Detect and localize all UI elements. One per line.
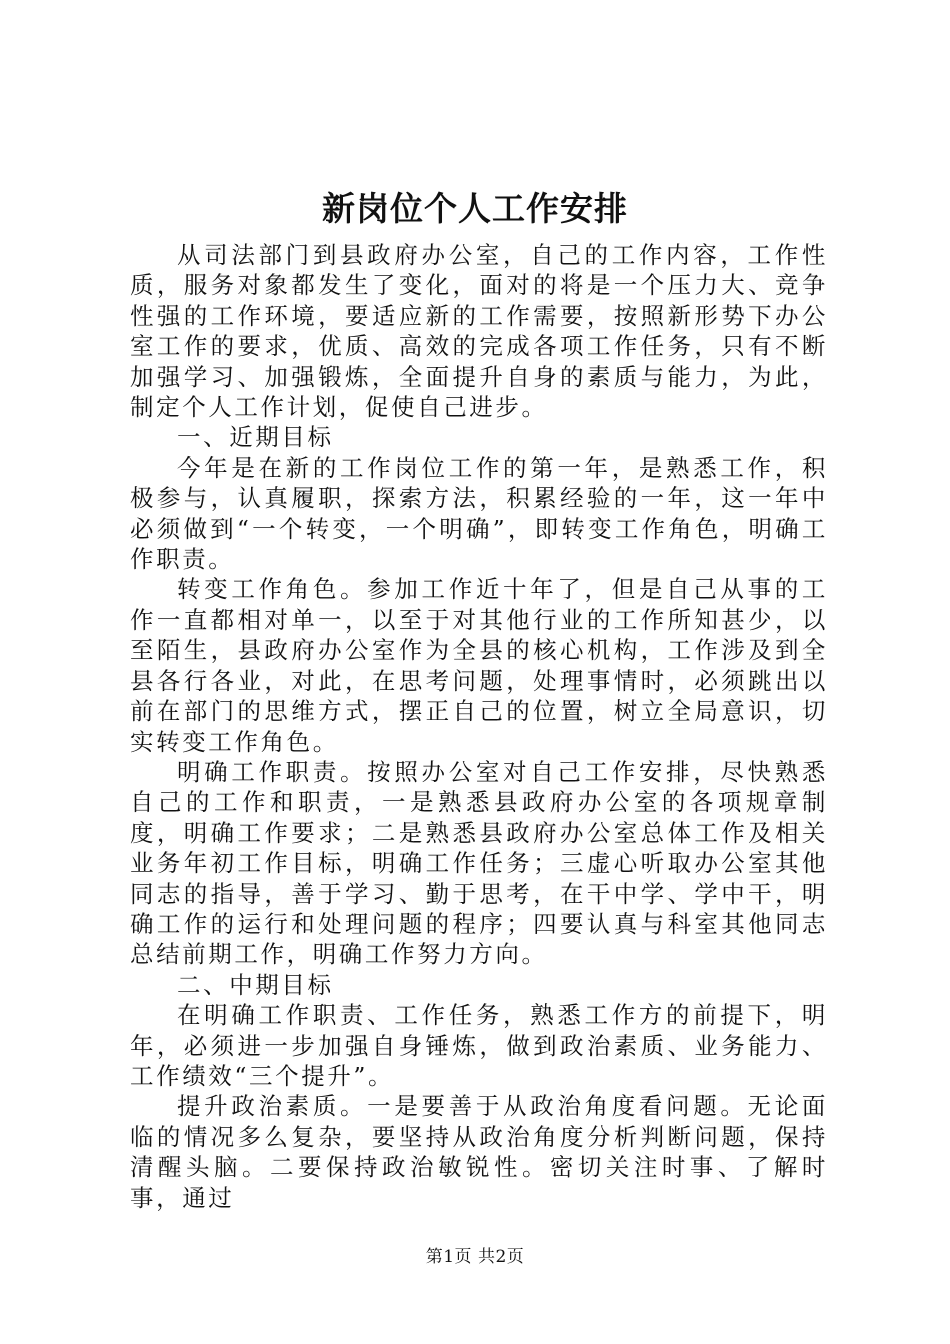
paragraph-change-role: 转变工作角色。参加工作近十年了，但是自己从事的工作一直都相对单一，以至于对其他行业的工作所知甚少，以至陌生，县政府办公室作为全县的核心机构，工作涉及到全县各行各业，对此，在思考问题，处理事情时，必须跳出以前在部门的思维方式，摆正自己的位置，树立全局意识，切实转变工作角色。 <box>130 575 828 756</box>
section-heading-mid-term: 二、中期目标 <box>177 970 334 999</box>
paragraph-short-term-overview: 今年是在新的工作岗位工作的第一年，是熟悉工作，积极参与，认真履职，探索方法，积累经验的一年，这一年中必须做到“一个转变，一个明确”，即转变工作角色，明确工作职责。 <box>130 453 828 574</box>
intro-paragraph: 从司法部门到县政府办公室，自己的工作内容，工作性质，服务对象都发生了变化，面对的将是一个压力大、竞争性强的工作环境，要适应新的工作需要，按照新形势下办公室工作的要求，优质、高效的完成各项工作任务，只有不断加强学习、加强锻炼，全面提升自身的素质与能力，为此，制定个人工作计划，促使自己进步。 <box>130 241 828 422</box>
paragraph-mid-term-overview: 在明确工作职责、工作任务，熟悉工作方的前提下，明年，必须进一步加强自身锤炼，做到政治素质、业务能力、工作绩效“三个提升”。 <box>130 1001 828 1090</box>
page-footer: 第1页 共2页 <box>425 1247 525 1267</box>
paragraph-clarify-duties: 明确工作职责。按照办公室对自己工作安排，尽快熟悉自己的工作和职责，一是熟悉县政府办公室的各项规章制度，明确工作要求；二是熟悉县政府办公室总体工作及相关业务年初工作目标，明确工作任务；三虚心听取办公室其他同志的指导，善于学习、勤于思考，在干中学、学中干，明确工作的运行和处理问题的程序；四要认真与科室其他同志总结前期工作，明确工作努力方向。 <box>130 757 828 969</box>
section-heading-short-term: 一、近期目标 <box>177 423 334 452</box>
page-title: 新岗位个人工作安排 <box>322 189 628 228</box>
paragraph-political-quality: 提升政治素质。一是要善于从政治角度看问题。无论面临的情况多么复杂，要坚持从政治角度分析判断问题，保持清醒头脑。二要保持政治敏锐性。密切关注时事、了解时事，通过 <box>130 1092 828 1212</box>
document-body <box>130 240 828 1213</box>
